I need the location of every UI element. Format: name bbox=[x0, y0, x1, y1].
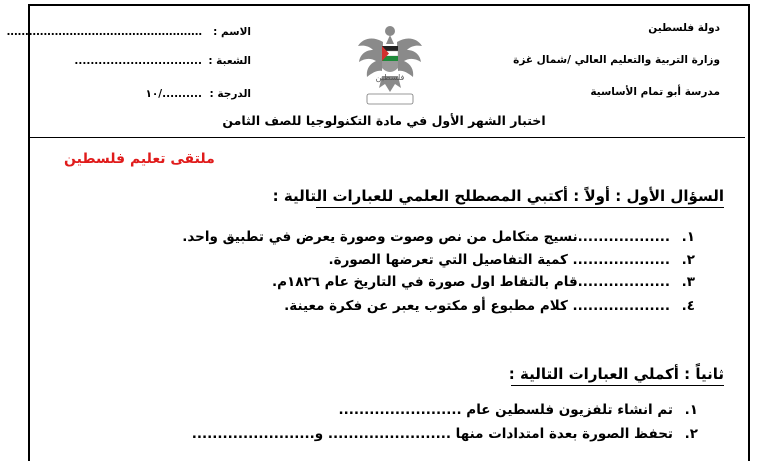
palestine-eagle-emblem-icon bbox=[355, 22, 425, 106]
q2-item-2-number: ٢. bbox=[684, 426, 698, 442]
name-label: الاسم : bbox=[213, 26, 251, 38]
watermark-text: ملتقى تعليم فلسطين bbox=[64, 151, 215, 167]
section-label: الشعبة : bbox=[208, 55, 251, 67]
header-school: مدرسة أبو تمام الأساسية bbox=[590, 86, 720, 98]
q1-item-3-number: ٣. bbox=[681, 274, 695, 290]
q1-item-2-number: ٢. bbox=[681, 252, 695, 268]
q2-item-1: تم انشاء تلفزيون فلسطين عام ........................ bbox=[338, 402, 673, 418]
section-blank: ................................ bbox=[74, 55, 202, 67]
q1-heading-underline bbox=[316, 207, 724, 208]
header-state: دولة فلسطين bbox=[648, 22, 720, 34]
q2-item-1-number: ١. bbox=[684, 402, 698, 418]
q2-item-2: تحفظ الصورة بعدة امتدادات منها ........................ و........................ bbox=[191, 426, 673, 442]
q1-item-2: ................... كمية التفاصيل التي تعرضها الصورة. bbox=[328, 252, 670, 268]
q1-item-4: ................... كلام مطبوع أو مكتوب يعبر عن فكرة معينة. bbox=[284, 298, 670, 314]
q1-item-4-number: ٤. bbox=[681, 298, 695, 314]
grade-label: الدرجة : bbox=[209, 88, 251, 100]
q2-heading-underline bbox=[511, 385, 724, 386]
q2-heading: ثانياً : أكملي العبارات التالية : bbox=[508, 365, 724, 383]
header-ministry: وزارة التربية والتعليم العالي /شمال غزة bbox=[513, 54, 720, 66]
q1-item-1: ..................نسيج متكامل من نص وصوت وصورة يعرض في تطبيق واحد. bbox=[182, 229, 670, 245]
header-divider bbox=[30, 137, 745, 138]
exam-title: اختبار الشهر الأول في مادة التكنولوجيا للصف الثامن bbox=[222, 113, 546, 128]
emblem-caption: فلسطين bbox=[375, 73, 405, 82]
q1-heading: السؤال الأول : أولاً : أكتبي المصطلح العلمي للعبارات التالية : bbox=[272, 187, 724, 205]
grade-blank: ........../١٠ bbox=[145, 88, 202, 100]
name-blank: ..................................................... bbox=[6, 26, 202, 38]
q1-item-1-number: ١. bbox=[681, 229, 695, 245]
q1-item-3: ..................قام بالتقاط اول صورة في التاريخ عام ١٨٢٦م. bbox=[271, 274, 670, 290]
